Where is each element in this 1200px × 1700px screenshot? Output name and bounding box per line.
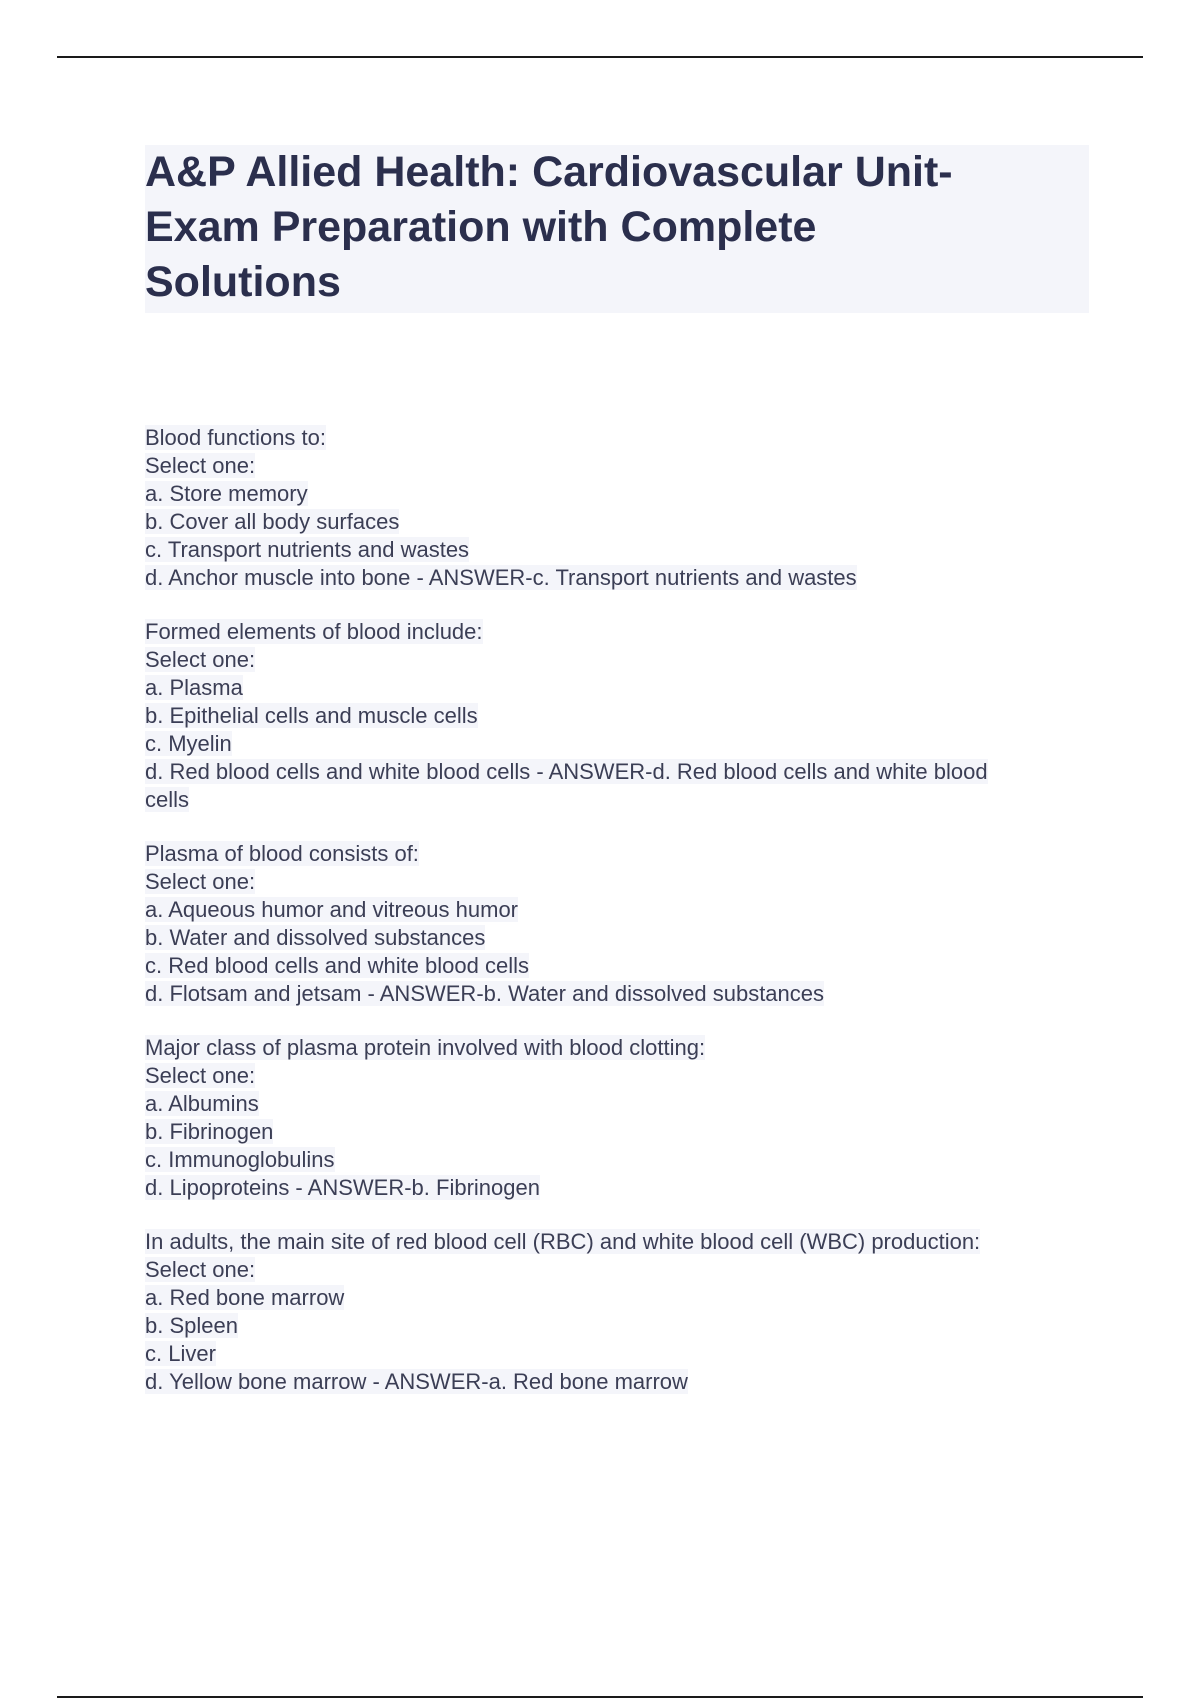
question-prompt: Plasma of blood consists of: bbox=[145, 841, 419, 866]
answer-option: b. Epithelial cells and muscle cells bbox=[145, 703, 478, 728]
question-list bbox=[145, 424, 1085, 1422]
question-instruction: Select one: bbox=[145, 1257, 256, 1282]
answer-option: b. Water and dissolved substances bbox=[145, 925, 486, 950]
bottom-rule bbox=[57, 1696, 1143, 1698]
question-prompt: In adults, the main site of red blood cell (RBC) and white blood cell (WBC) production: bbox=[145, 1229, 981, 1254]
answer-option-with-answer: d. Flotsam and jetsam - ANSWER-b. Water and dissolved substances bbox=[145, 981, 825, 1006]
answer-option-with-answer: d. Yellow bone marrow - ANSWER-a. Red bone marrow bbox=[145, 1369, 688, 1394]
question-instruction: Select one: bbox=[145, 1063, 256, 1088]
question-instruction: Select one: bbox=[145, 647, 256, 672]
answer-option-with-answer: d. Red blood cells and white blood cells - ANSWER-d. Red blood cells and white blood bbox=[145, 759, 988, 784]
answer-option: c. Liver bbox=[145, 1341, 216, 1366]
question-5 bbox=[145, 1228, 1085, 1396]
question-prompt: Major class of plasma protein involved with blood clotting: bbox=[145, 1035, 706, 1060]
answer-option: c. Myelin bbox=[145, 731, 232, 756]
answer-option-with-answer: d. Anchor muscle into bone - ANSWER-c. Transport nutrients and wastes bbox=[145, 565, 857, 590]
answer-option: a. Aqueous humor and vitreous humor bbox=[145, 897, 519, 922]
answer-continuation: cells bbox=[145, 787, 190, 812]
answer-option: c. Immunoglobulins bbox=[145, 1147, 335, 1172]
question-instruction: Select one: bbox=[145, 869, 256, 894]
top-rule bbox=[57, 56, 1143, 58]
answer-option: b. Fibrinogen bbox=[145, 1119, 274, 1144]
question-2 bbox=[145, 618, 1085, 814]
title-block bbox=[145, 145, 1089, 313]
question-1 bbox=[145, 424, 1085, 592]
answer-option: a. Red bone marrow bbox=[145, 1285, 345, 1310]
question-3 bbox=[145, 840, 1085, 1008]
document-title: A&P Allied Health: Cardiovascular Unit- Exam Preparation with Complete Solutions bbox=[145, 148, 953, 306]
question-4 bbox=[145, 1034, 1085, 1202]
answer-option: a. Plasma bbox=[145, 675, 243, 700]
answer-option: c. Transport nutrients and wastes bbox=[145, 537, 470, 562]
question-prompt: Formed elements of blood include: bbox=[145, 619, 483, 644]
question-instruction: Select one: bbox=[145, 453, 256, 478]
answer-option-with-answer: d. Lipoproteins - ANSWER-b. Fibrinogen bbox=[145, 1175, 540, 1200]
answer-option: b. Cover all body surfaces bbox=[145, 509, 400, 534]
answer-option: b. Spleen bbox=[145, 1313, 238, 1338]
question-prompt: Blood functions to: bbox=[145, 425, 327, 450]
answer-option: c. Red blood cells and white blood cells bbox=[145, 953, 530, 978]
answer-option: a. Store memory bbox=[145, 481, 308, 506]
answer-option: a. Albumins bbox=[145, 1091, 259, 1116]
